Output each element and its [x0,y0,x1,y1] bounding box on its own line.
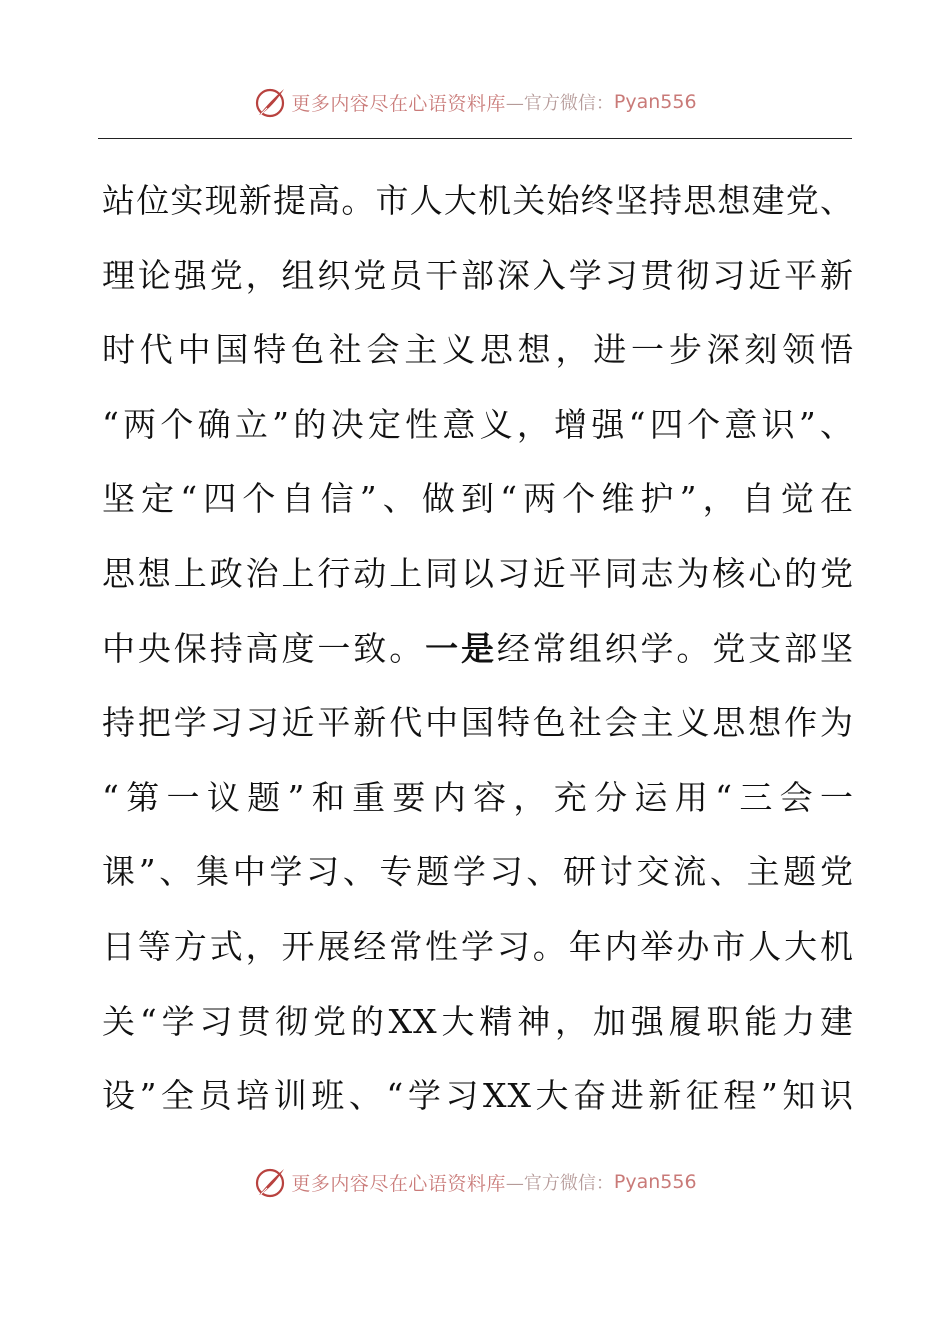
text-line: 站位实现新提高。市人大机关始终坚持思想建党、 [102,181,854,220]
quill-logo-icon [253,85,287,119]
banner-title: 更多内容尽在心语资料库 [291,1172,506,1195]
banner-wechat-id: Pyan556 [613,1171,697,1193]
text-line: 坚定“四个自信”、做到“两个维护”，自觉在 [102,479,854,519]
text-line: 时代中国特色社会主义思想，进一步深刻领悟 [102,330,854,370]
footer-watermark-banner [0,1162,950,1202]
banner-subtitle: —官方微信： [505,93,614,114]
text-line: 思想上政治上行动上同以习近平同志为核心的党 [102,553,854,593]
text-line: “第一议题”和重要内容，充分运用“三会一 [102,777,854,817]
banner-wechat-id: Pyan556 [613,91,697,113]
header-divider [98,138,852,139]
banner-subtitle: —官方微信： [505,1173,614,1194]
bold-emphasis: 一是 [425,628,497,668]
banner-title: 更多内容尽在心语资料库 [291,92,506,115]
text-line: “两个确立”的决定性意义，增强“四个意识”、 [102,404,854,444]
quill-logo-icon [253,1165,287,1199]
text-line: 中央保持高度一致。一是经常组织学。党支部坚 [102,628,855,668]
text-line: 设”全员培训班、“学习XX大奋进新征程”知识 [102,1076,854,1116]
header-watermark-banner [0,82,950,122]
document-body [102,164,854,1134]
text-line: 理论强党，组织党员干部深入学习贯彻习近平新 [102,255,854,295]
text-line: 日等方式，开展经常性学习。年内举办市人大机 [102,926,854,966]
text-line: 持把学习习近平新代中国特色社会主义思想作为 [102,703,854,743]
text-line: 关“学习贯彻党的XX大精神，加强履职能力建 [102,1001,854,1041]
text-line: 课”、集中学习、专题学习、研讨交流、主题党 [102,852,854,892]
